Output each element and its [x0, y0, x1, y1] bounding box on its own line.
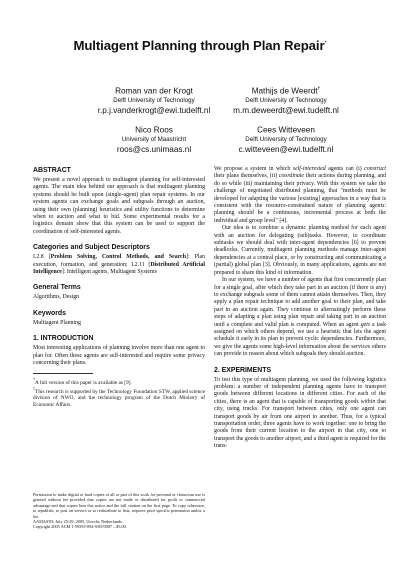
author-name: Cees Witteveen — [257, 125, 315, 135]
venue-line: AAMAS'05, July 25-29, 2005, Utrecht, Netherlands. — [33, 519, 123, 525]
right-column — [214, 166, 386, 451]
categories-text: I.2.8 [Problem Solving, Control Methods, and Search]: Plan execution, formation, and generation; I.2.11 [Distributed Artificial Intelligence]: Intelligent agents, Multiagent Systems — [33, 254, 205, 276]
copyright-line: Copyright 2005 ACM 1-59593-094-9/05/0007 ...$5.00. — [33, 524, 127, 530]
abstract-heading: ABSTRACT — [33, 167, 71, 174]
author-block — [196, 84, 376, 116]
permission-notice — [33, 492, 205, 530]
introduction-heading: 1. INTRODUCTION — [33, 335, 94, 343]
author-email: m.m.deweerdt@ewi.tudelft.nl — [233, 105, 339, 115]
left-column — [33, 166, 205, 408]
experiments-text: To test this type of multiagent planning, we used the following logistics problem: a number of independent planning agents have to transport goods between different locations in different cities. For each of the cities, there is an agent that is capable of transporting goods within that city, using trucks. For transport between cities, only one agent can transport goods by air from one airport to another. Thus, for a typical transportation order, three agents have to work together: one to bring the goods from their current location to the airport in that city, one to transport the goods to another airport, and a third agent is required for the trans- — [214, 376, 387, 450]
body-paragraph: In our system, we have a number of agents that first concurrently plan for a single goal, after which they take part in an auction (if there is any) to exchange subgoals some of them cannot attain themselves. Then, they apply a plan repair technique to add another goal to their plan, and take part in an auction again. They continue to alternatingly perform these steps of adapting a plan using plan repair and taking part in an auction until a complete and valid plan is computed. When an agent gets a task assigned on which others depend, we use a heuristic that lets the agent schedule it early in its plan to prevent cyclic dependencies. Furthermore, we give the agents some high-level information about the services others can provide to reason about which subgoals they should auction. — [214, 277, 386, 358]
author-affiliation: University of Maastricht — [121, 135, 187, 143]
general-terms-heading: General Terms — [33, 284, 81, 292]
keywords-text: Multiagent Planning — [33, 319, 81, 326]
author-block — [196, 123, 376, 155]
author-email: c.witteveen@ewi.tudelft.nl — [238, 144, 334, 154]
introduction-text: Most interesting applications of planning involve more than one agent to plan for. Often these agents are self-interested and require some privacy concerning their plans. — [33, 345, 205, 367]
keywords-heading: Keywords — [33, 309, 66, 317]
paper-title: Multiagent Planning through Plan Repair* — [73, 38, 327, 53]
author-email: roos@cs.unimaas.nl — [116, 144, 192, 154]
author-email: r.p.j.vanderkrogt@ewi.tudelft.nl — [97, 105, 211, 115]
body-paragraph: Our idea is to combine a dynamic planning method for each agent with an auction for delegating (sub)tasks. However, to coordinate subtasks we should deal with inter-agent dependencies [6] to prevent deadlocks. Currently, multiagent planning methods manage inter-agent dependencies at a central place, or by constructing and communicating a (partial) global plan [3]. Obviously, in many applications, agents are not prepared to share this kind of information. — [214, 225, 386, 276]
author-affiliation: Delft University of Technology — [245, 96, 327, 104]
author-affiliation: Delft University of Technology — [113, 96, 195, 104]
general-terms-text: Algorithms, Design — [33, 294, 80, 301]
permission-text: Permission to make digital or hard copies of all or part of this work for personal or classroom use is granted without fee provided that copies are not made or distributed for profit or commercial advantage and that copies bear this notice and the full citation on the first page. To copy otherwise, to republish, to post on servers or to redistribute to lists, requires prior specific permission and/or a fee. — [33, 492, 205, 519]
author-name: Nico Roos — [135, 125, 173, 135]
experiments-heading: 2. EXPERIMENTS — [214, 366, 272, 374]
body-paragraph: We propose a system in which self-interested agents can (i) construct their plans themselves, (ii) coordinate their actions during planning, and do so while (iii) maintaining their privacy. With this system we take the challenge of negotiated distributed planning, that "methods must be developed for adapting the various [existing] approaches in a way that is consistent with the resource-constrained nature of planning agents: planning should be a continuous, incremental process at both the individual and group level" [4]. — [214, 166, 386, 224]
footnote: †This research is supported by the Technology Foundation STW, applied science division of NWO, and the technology program of the Dutch Ministry of Economic Affairs. — [33, 385, 205, 408]
author-name: Roman van der Krogt — [115, 86, 193, 96]
categories-heading: Categories and Subject Descriptors — [33, 244, 150, 252]
author-name: Mathijs de Weerdt† — [251, 86, 321, 96]
footnote-rule — [33, 373, 93, 374]
footnote: *A full version of this paper is available as [9]. — [33, 376, 132, 386]
abstract-text: We present a novel approach to multiagent planning for self-interested agents. The main idea behind our approach is that multiagent planning systems should be built upon (single-agent) plan repair systems. In our system agents can exchange goals and subgoals through an auction, using their own (planning) heuristics and utility functions to determine when to auction and what to bid. Some experimental results for a logistics domain show that this system can be used to support the coordination of self-interested agents. — [33, 177, 205, 235]
title-footnote-mark: * — [324, 40, 327, 47]
author-affiliation: Delft University of Technology — [245, 135, 327, 143]
